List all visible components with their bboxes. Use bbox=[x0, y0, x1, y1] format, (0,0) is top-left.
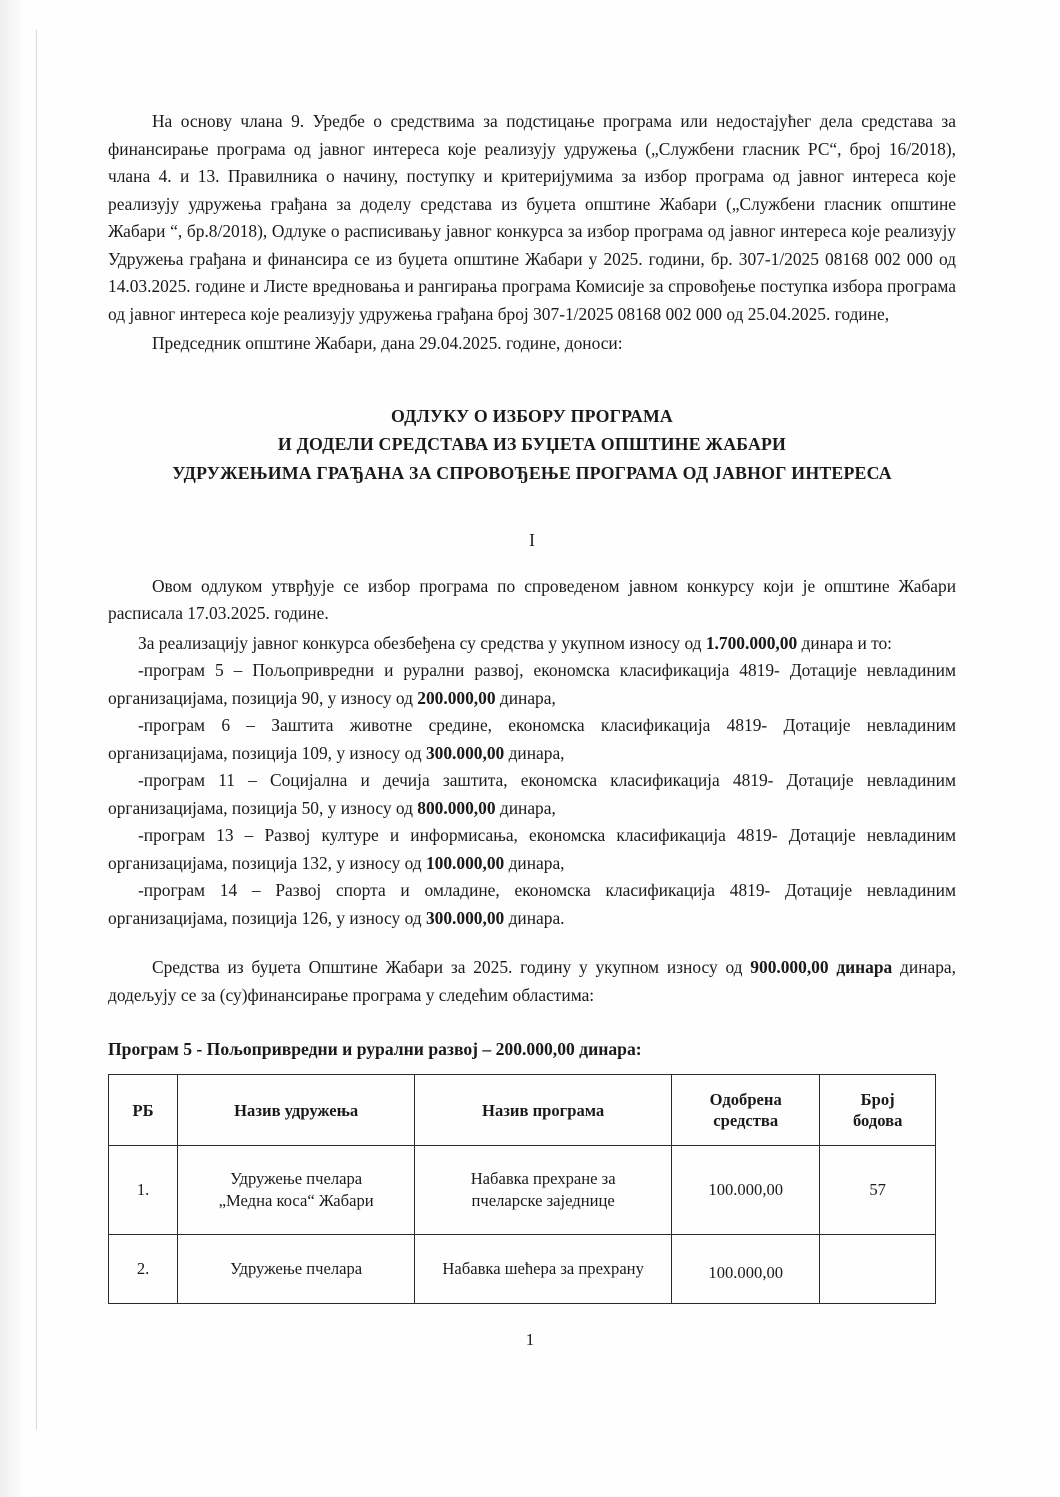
column-header-rb: РБ bbox=[109, 1075, 178, 1146]
program-item-14-after: динара. bbox=[504, 907, 565, 928]
program-item-13-after: динара, bbox=[504, 852, 565, 873]
table-row bbox=[109, 1235, 936, 1304]
body-paragraph-1: Овом одлуком утврђује се избор програма по спроведеном јавном конкурсу који је општине Жабари расписала 17.03.2025. године. bbox=[108, 575, 956, 624]
cell-organization bbox=[178, 1146, 415, 1235]
cell-program-line-1: Набавка прехране за bbox=[470, 1169, 616, 1189]
document-title-line-3: УДРУЖЕЊИМА ГРАЂАНА ЗА СПРОВОЂЕЊЕ ПРОГРАМА ОД ЈАВНОГ ИНТЕРЕСА bbox=[172, 463, 892, 484]
document-content bbox=[108, 108, 956, 1304]
cell-program bbox=[415, 1146, 672, 1235]
allocated-funds-amount: 900.000,00 динара bbox=[750, 957, 893, 978]
program-item-14-before: -програм 14 – Развој спорта и омладине, економска класификација 4819- Дотације невладиним организацијама, позиција 126, у износу од bbox=[108, 880, 956, 928]
cell-program-line-2: пчеларске заједнице bbox=[471, 1191, 615, 1211]
program-item-13-amount: 100.000,00 bbox=[425, 852, 505, 873]
cell-points: 57 bbox=[820, 1146, 936, 1235]
cell-approved-funds: 100.000,00 bbox=[672, 1146, 820, 1235]
cell-organization-line-2: „Медна коса“ Жабари bbox=[218, 1191, 374, 1211]
cell-organization: Удружење пчелара bbox=[178, 1235, 415, 1304]
program-item-5-after: динара, bbox=[495, 687, 556, 708]
cell-approved-funds-value: 100.000,00 bbox=[708, 1263, 784, 1283]
document-title-line-1: ОДЛУКУ О ИЗБОРУ ПРОГРАМА bbox=[391, 405, 673, 426]
program-item-14-amount: 300.000,00 bbox=[425, 907, 505, 928]
awards-table bbox=[108, 1074, 936, 1304]
program-item-11-before: -програм 11 – Социјална и дечија заштита, економска класификација 4819- Дотације невладиним организацијама, позиција 50, у износу од bbox=[108, 770, 956, 818]
table-row bbox=[109, 1146, 936, 1235]
awards-table-body bbox=[109, 1146, 936, 1304]
body-paragraph-2-before: За реализацију јавног конкурса обезбеђена су средства у укупном износу од bbox=[138, 632, 706, 653]
program-item-11-after: динара, bbox=[495, 797, 556, 818]
document-title-line-2: И ДОДЕЛИ СРЕДСТАВА ИЗ БУЏЕТА ОПШТИНЕ ЖАБАРИ bbox=[277, 434, 787, 455]
program-item-6-after: динара, bbox=[504, 742, 565, 763]
body-paragraph-3 bbox=[108, 954, 956, 1009]
program-item-6 bbox=[108, 712, 956, 767]
column-header-points-line-1: Број bbox=[860, 1089, 895, 1109]
table-heading-program-5: Програм 5 - Пољопривредни и рурални развој – 200.000,00 динара: bbox=[108, 1039, 642, 1060]
total-funds-amount: 1.700.000,00 bbox=[705, 632, 798, 653]
section-numeral: I bbox=[529, 529, 535, 550]
body-paragraph-3-before: Средства из буџета Општине Жабари за 2025. годину у укупном износу од bbox=[152, 957, 751, 978]
page-number: 1 bbox=[525, 1330, 535, 1349]
cell-approved-funds bbox=[672, 1235, 820, 1304]
body-paragraph-2 bbox=[108, 630, 956, 658]
cell-rb: 2. bbox=[109, 1235, 178, 1304]
column-header-approved-funds bbox=[672, 1075, 820, 1146]
program-item-5 bbox=[108, 657, 956, 712]
awards-table-header bbox=[109, 1075, 936, 1146]
cell-organization-line-1: Удружење пчелара bbox=[230, 1169, 363, 1189]
program-item-6-before: -програм 6 – Заштита животне средине, економска класификација 4819- Дотације невладиним организацијама, позиција 109, у износу од bbox=[108, 715, 956, 763]
program-item-5-amount: 200.000,00 bbox=[417, 687, 496, 708]
scan-edge-shadow bbox=[0, 0, 26, 1497]
column-header-points bbox=[820, 1075, 936, 1146]
program-item-14 bbox=[108, 877, 956, 932]
program-item-11 bbox=[108, 767, 956, 822]
table-header-row bbox=[109, 1075, 936, 1146]
program-item-5-before: -програм 5 – Пољопривредни и рурални развој, економска класификација 4819- Дотације невладиним организацијама, позиција 90, у износу од bbox=[108, 660, 956, 708]
column-header-organization: Назив удружења bbox=[178, 1075, 415, 1146]
preamble-paragraph-1: На основу члана 9. Уредбе о средствима за подстицање програма или недостајућег дела средстава за финансирање програма од јавног интереса које реализују удружења („Службени гласник РС“, број 16/2018), члана 4. и 13. Правилника о начину, поступку и критеријумима за избор програма од јавног интереса које реализују удружења грађана за доделу средстава из буџета општине Жабари („Службени гласник општине Жабари “, бр.8/2018), Одлуке о расписивању јавног конкурса за избор програма од јавног интереса које реализују Удружења грађана и финансира се из буџета општине Жабари у 2025. години, бр. 307-1/2025 08168 002 000 од 14.03.2025. године и Листе вредновања и рангирања програма Комисије за спровођење поступка избора програма од јавног интереса које реализују удружења грађана број 307-1/2025 08168 002 000 од 25.04.2025. године, bbox=[108, 111, 956, 324]
column-header-approved-funds-line-1: Одобрена bbox=[709, 1089, 782, 1109]
body-paragraph-3-after: динара, додељују се за (су)финансирање програма у следећим областима: bbox=[108, 957, 956, 1005]
preamble-paragraph-2: Председник општине Жабари, дана 29.04.2025. године, доноси: bbox=[152, 333, 623, 353]
cell-rb: 1. bbox=[109, 1146, 178, 1235]
program-item-11-amount: 800.000,00 bbox=[417, 797, 496, 818]
program-item-13 bbox=[108, 822, 956, 877]
cell-points bbox=[820, 1235, 936, 1304]
body-paragraph-2-after: динара и то: bbox=[797, 632, 892, 653]
program-item-13-before: -програм 13 – Развој културе и информисања, економска класификација 4819- Дотације невладиним организацијама, позиција 132, у износу од bbox=[108, 825, 956, 873]
column-header-program: Назив програма bbox=[415, 1075, 672, 1146]
cell-program: Набавка шећера за прехрану bbox=[415, 1235, 672, 1304]
document-title bbox=[108, 402, 956, 488]
program-item-6-amount: 300.000,00 bbox=[425, 742, 505, 763]
column-header-points-line-2: бодова bbox=[852, 1111, 903, 1131]
column-header-approved-funds-line-2: средства bbox=[713, 1111, 779, 1131]
scan-edge-line bbox=[36, 30, 37, 1430]
